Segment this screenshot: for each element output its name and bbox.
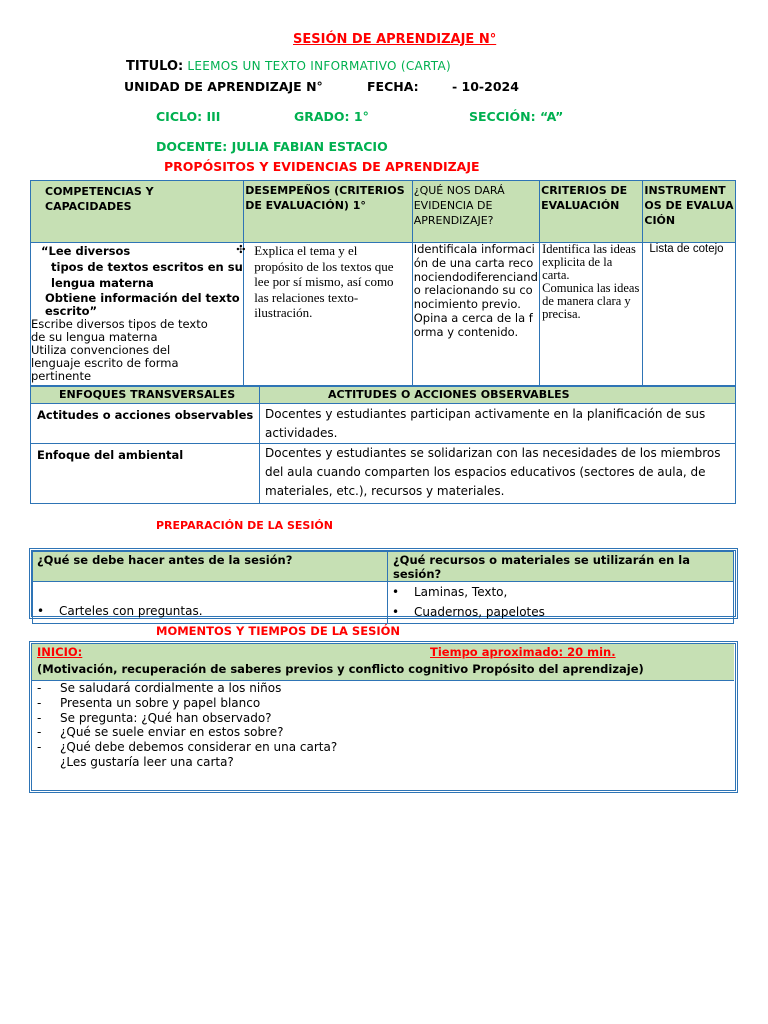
enfoques-header: ENFOQUES TRANSVERSALES: [31, 387, 260, 404]
actitudes-header: ACTITUDES O ACCIONES OBSERVABLES: [260, 387, 736, 404]
list-item: - ¿Qué debe debemos considerar en una carta?: [37, 740, 338, 755]
fecha-value: - 10-2024: [452, 79, 519, 94]
propositos-heading: PROPÓSITOS Y EVIDENCIAS DE APRENDIZAJE: [164, 159, 480, 174]
enfoques-table: [30, 386, 736, 504]
evidencia-cell: Identificala información de una carta reconociendodiferenciando relacionando su conocimiento previo. Opina a cerca de la forma y contenido.: [412, 243, 539, 386]
unidad-label: UNIDAD DE APRENDIZAJE N°: [124, 79, 323, 94]
tiempo-label: Tiempo aproximado: 20 min.: [430, 645, 616, 659]
preparacion-table: [32, 551, 734, 624]
header-desempenos: DESEMPEÑOS (CRITERIOS DE EVALUACIÓN) 1°: [244, 181, 413, 243]
col2-header: ¿Qué recursos o materiales se utilizarán en la sesión?: [388, 552, 734, 582]
header-evidencia: ¿QUÉ NOS DARÁ EVIDENCIA DE APRENDIZAJE?: [412, 181, 539, 243]
seccion: SECCIÓN: “A”: [469, 109, 564, 124]
session-title: SESIÓN DE APRENDIZAJE N°: [293, 32, 497, 47]
inicio-label: INICIO:: [37, 645, 83, 659]
list-item: ¿Les gustaría leer una carta?: [60, 754, 234, 769]
col1-item: Carteles con preguntas.: [59, 604, 203, 618]
col2-item: Cuadernos, papelotes: [414, 605, 545, 619]
list-item: - Presenta un sobre y papel blanco: [37, 695, 261, 710]
row2-label: Enfoque del ambiental: [31, 444, 260, 504]
bullet-icon: ✣: [236, 244, 246, 256]
ciclo: CICLO: III: [156, 109, 221, 124]
bullet-icon: •: [392, 585, 400, 599]
list-item: - Se pregunta: ¿Qué han observado?: [37, 710, 272, 725]
row2-text: Docentes y estudiantes se solidarizan con las necesidades de los miembros del aula cuando comparten los espacios educativos (sectores de aula, de materiales, etc.), recursos y materiales.: [260, 444, 736, 504]
docente: DOCENTE: JULIA FABIAN ESTACIO: [156, 139, 388, 154]
header-competencias: COMPETENCIAS Y CAPACIDADES: [31, 181, 244, 243]
grado: GRADO: 1°: [294, 109, 369, 124]
momentos-title: MOMENTOS Y TIEMPOS DE LA SESIÓN: [156, 624, 401, 638]
bullet-icon: •: [392, 605, 400, 619]
header-instrumentos: INSTRUMENTOS DE EVALUACIÓN: [643, 181, 736, 243]
row1-label: Actitudes o acciones observables: [31, 404, 260, 444]
list-item: - ¿Qué se suele enviar en estos sobre?: [37, 725, 284, 740]
col1-header: ¿Qué se debe hacer antes de la sesión?: [33, 552, 388, 582]
titulo-value: LEEMOS UN TEXTO INFORMATIVO (CARTA): [187, 59, 451, 73]
col2-item: Laminas, Texto,: [414, 585, 508, 599]
titulo-label: TITULO:: [126, 59, 184, 74]
desempenos-cell: ✣ Explica el tema y el propósito de los textos que lee por sí mismo, así como las relaciones texto-ilustración.: [244, 243, 413, 386]
row1-text: Docentes y estudiantes participan activamente en la planificación de sus actividades.: [260, 404, 736, 444]
bullet-icon: •: [37, 604, 45, 618]
titulo-row: [126, 59, 451, 74]
header-criterios: CRITERIOS DE EVALUACIÓN: [540, 181, 643, 243]
instrumento-cell: Lista de cotejo: [643, 243, 736, 386]
criterios-cell: Identifica las ideas explicita de la carta. Comunica las ideas de manera clara y precisa.: [540, 243, 643, 386]
preparacion-title: PREPARACIÓN DE LA SESIÓN: [156, 519, 333, 532]
competencias-table: [30, 180, 736, 386]
momentos-subtitle: (Motivación, recuperación de saberes previos y conflicto cognitivo Propósito del aprendizaje): [37, 662, 644, 676]
fecha-label: FECHA:: [367, 79, 419, 94]
col2-cell: [388, 582, 734, 624]
col1-cell: [33, 582, 388, 624]
momentos-list: [37, 681, 337, 770]
list-item: - Se saludará cordialmente a los niños: [37, 681, 282, 695]
competencias-cell: “Lee diversos tipos de textos escritos en su lengua materna Obtiene información del texto escrito” Escribe diversos tipos de texto de su lengua materna Utiliza convenciones del lenguaje escrito de forma pertinente: [31, 243, 244, 386]
